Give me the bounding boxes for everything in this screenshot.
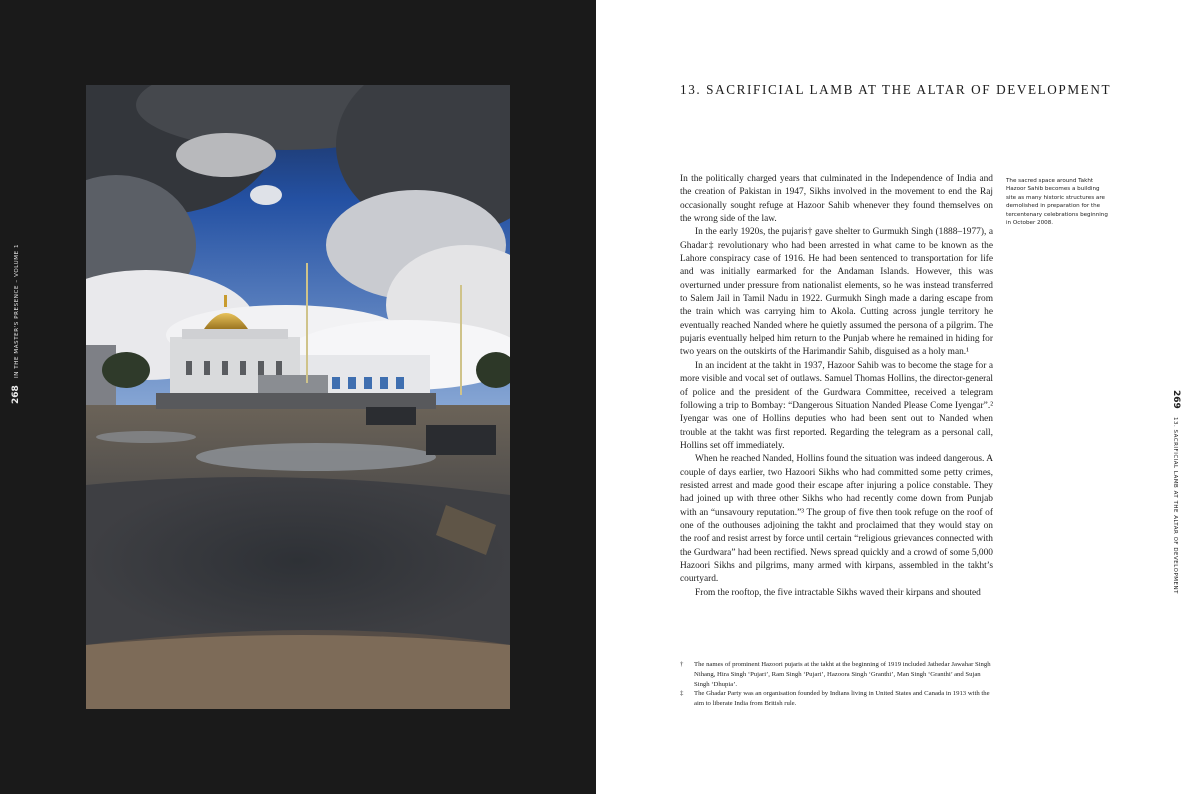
footnote-mark: † [680, 661, 684, 668]
footnote-text: The Ghadar Party was an organisation founded by Indians living in United States and Canada in 1913 with the aim to liberate India from British rule. [694, 690, 990, 708]
paragraph: In an incident at the takht in 1937, Hazoor Sahib was to become the stage for a more visible and vocal set of outlaws. Samuel Thomas Hollins, the director-general of police and the president of the Gurdwara Committee, received a telegram following a trip to Bombay: “Dangerous Situation Nanded Please Come Iyengar”.² Iyengar was one of Hollins deputies who had been sent out to Nanded when trouble at the takht was first reported. Regarding the telegram as a personal call, Hollins set off immediately. [680, 360, 993, 451]
paragraph: From the rooftop, the five intractable Sikhs waved their kirpans and shouted [695, 587, 981, 598]
right-page-number: 269 [1171, 390, 1181, 409]
footnote-text: The names of prominent Hazoori pujaris at the takht at the beginning of 1919 included Jathedar Jawahar Singh Nihang, Hira Singh ‘Pujari’, Ram Singh ‘Pujari’, Hazoora Singh ‘Granthi’, Man Singh ‘Granthi’ and Sujan Singh ‘Dhupia’. [694, 661, 991, 688]
right-running-head: 13. SACRIFICIAL LAMB AT THE ALTAR OF DEVELOPMENT [1172, 417, 1178, 594]
left-page-number: 268 [11, 385, 21, 404]
photo-caption: The sacred space around Takht Hazoor Sahib becomes a building site as many historic structures are demolished in preparation for the tercentenary celebrations beginning in October 2008. [1006, 178, 1108, 227]
left-running-head: IN THE MASTER'S PRESENCE – VOLUME 1 [14, 243, 20, 378]
footnote [680, 660, 993, 689]
photo-takht-hazoor-sahib [86, 85, 510, 709]
chapter-title: 13. SACRIFICIAL LAMB AT THE ALTAR OF DEVELOPMENT [680, 82, 1112, 97]
paragraph: In the politically charged years that culminated in the Independence of India and the creation of Pakistan in 1947, Sikhs involved in the movement to end the Raj occasionally sought refuge at Hazoor Sahib whenever they found themselves on the wrong side of the law. [680, 174, 993, 225]
footnote [680, 689, 993, 709]
footnotes [680, 660, 993, 709]
body-text [680, 173, 993, 600]
paragraph: When he reached Nanded, Hollins found the situation was indeed dangerous. A couple of days earlier, two Hazoori Sikhs who had committed some petty crimes, resisted arrest and made good their escape after injuring a police constable. They had joined up with three other Sikhs who had recently come down from Punjab with an “unsavoury reputation.”³ The group of five then took refuge on the roof of one of the outhouses adjoining the takht and proclaimed that they would stay on the roof and resist arrest by force until certain “religious grievances connected with the Gurdwara” had been rectified. News spread quickly and a crowd of some 5,000 Hazoori Sikhs and pilgrims, many armed with kirpans, assembled in the takht’s courtyard. [680, 454, 993, 585]
footnote-mark: ‡ [680, 690, 684, 698]
paragraph: In the early 1920s, the pujaris† gave shelter to Gurmukh Singh (1888–1977), a Ghadar‡ revolutionary who had been arrested in what came to be known as the Lahore conspiracy case of 1916. He had been sentenced to transportation for life and was initially earmarked for the Andaman Islands. However, this was overturned under pressure from nationalist elements, so he was instead transferred to Salem Jail in Tamil Nadu in 1922. Gurmukh Singh made a daring escape from the train which was carrying him to Akola. Cutting across jungle territory he eventually reached Nanded where he quietly assumed the persona of a pilgrim. The pujaris eventually helped him return to the Punjab where he remained in hiding for two years on the outskirts of the Harimandir Sahib, disguised as a holy man.¹ [680, 227, 993, 358]
